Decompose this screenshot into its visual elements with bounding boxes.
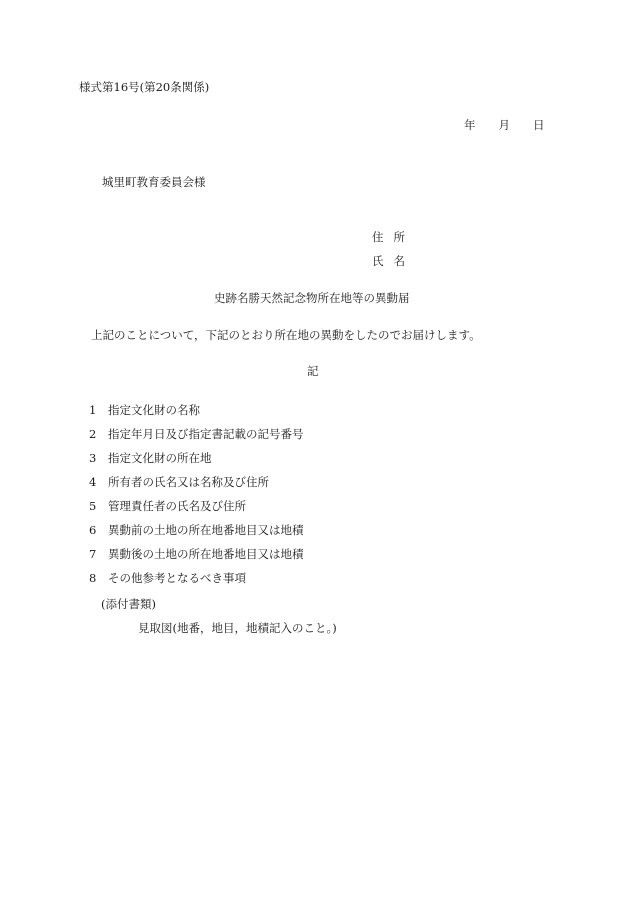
- attachments-heading: (添付書類): [101, 597, 156, 611]
- date-line: [464, 120, 545, 132]
- day-label: 日: [533, 118, 545, 132]
- item-text: 指定文化財の所在地: [108, 451, 212, 465]
- address-label-char-1: 住: [372, 230, 384, 244]
- list-item: [89, 429, 304, 441]
- name-label-char-1: 氏: [372, 254, 384, 268]
- list-item: [89, 501, 246, 513]
- item-number: 5: [89, 499, 97, 513]
- list-item: [89, 549, 304, 561]
- month-label: 月: [498, 118, 510, 132]
- item-text: 指定文化財の名称: [108, 403, 200, 417]
- item-number: 1: [89, 403, 97, 417]
- item-number: 4: [89, 475, 97, 489]
- applicant-name-label: [372, 256, 405, 268]
- form-number: 様式第16号(第20条関係): [79, 80, 210, 94]
- list-item: [89, 525, 304, 537]
- item-number: 8: [89, 571, 97, 585]
- item-text: 所有者の氏名又は名称及び住所: [108, 475, 269, 489]
- attachment-item: 見取図(地番，地目，地積記入のこと。): [138, 621, 337, 635]
- list-item: [89, 405, 200, 417]
- name-label-char-2: 名: [393, 254, 405, 268]
- item-number: 6: [89, 523, 97, 537]
- item-text: 指定年月日及び指定書記載の記号番号: [108, 427, 304, 441]
- item-text: その他参考となるべき事項: [108, 571, 246, 585]
- recipient: 城里町教育委員会様: [102, 175, 206, 189]
- address-label-char-2: 所: [393, 230, 405, 244]
- item-text: 異動前の土地の所在地番地目又は地積: [108, 523, 304, 537]
- item-number: 7: [89, 547, 97, 561]
- year-label: 年: [464, 118, 476, 132]
- item-text: 異動後の土地の所在地番地目又は地積: [108, 547, 304, 561]
- applicant-address-label: [372, 232, 405, 244]
- list-item: [89, 477, 269, 489]
- item-number: 2: [89, 427, 97, 441]
- list-item: [89, 453, 212, 465]
- item-text: 管理責任者の氏名及び住所: [108, 499, 246, 513]
- ki-heading: 記: [307, 364, 319, 378]
- intro-paragraph: 上記のことについて，下記のとおり所在地の異動をしたのでお届けします。: [91, 328, 481, 342]
- document-title: 史跡名勝天然記念物所在地等の異動届: [214, 291, 410, 305]
- item-number: 3: [89, 451, 97, 465]
- list-item: [89, 573, 246, 585]
